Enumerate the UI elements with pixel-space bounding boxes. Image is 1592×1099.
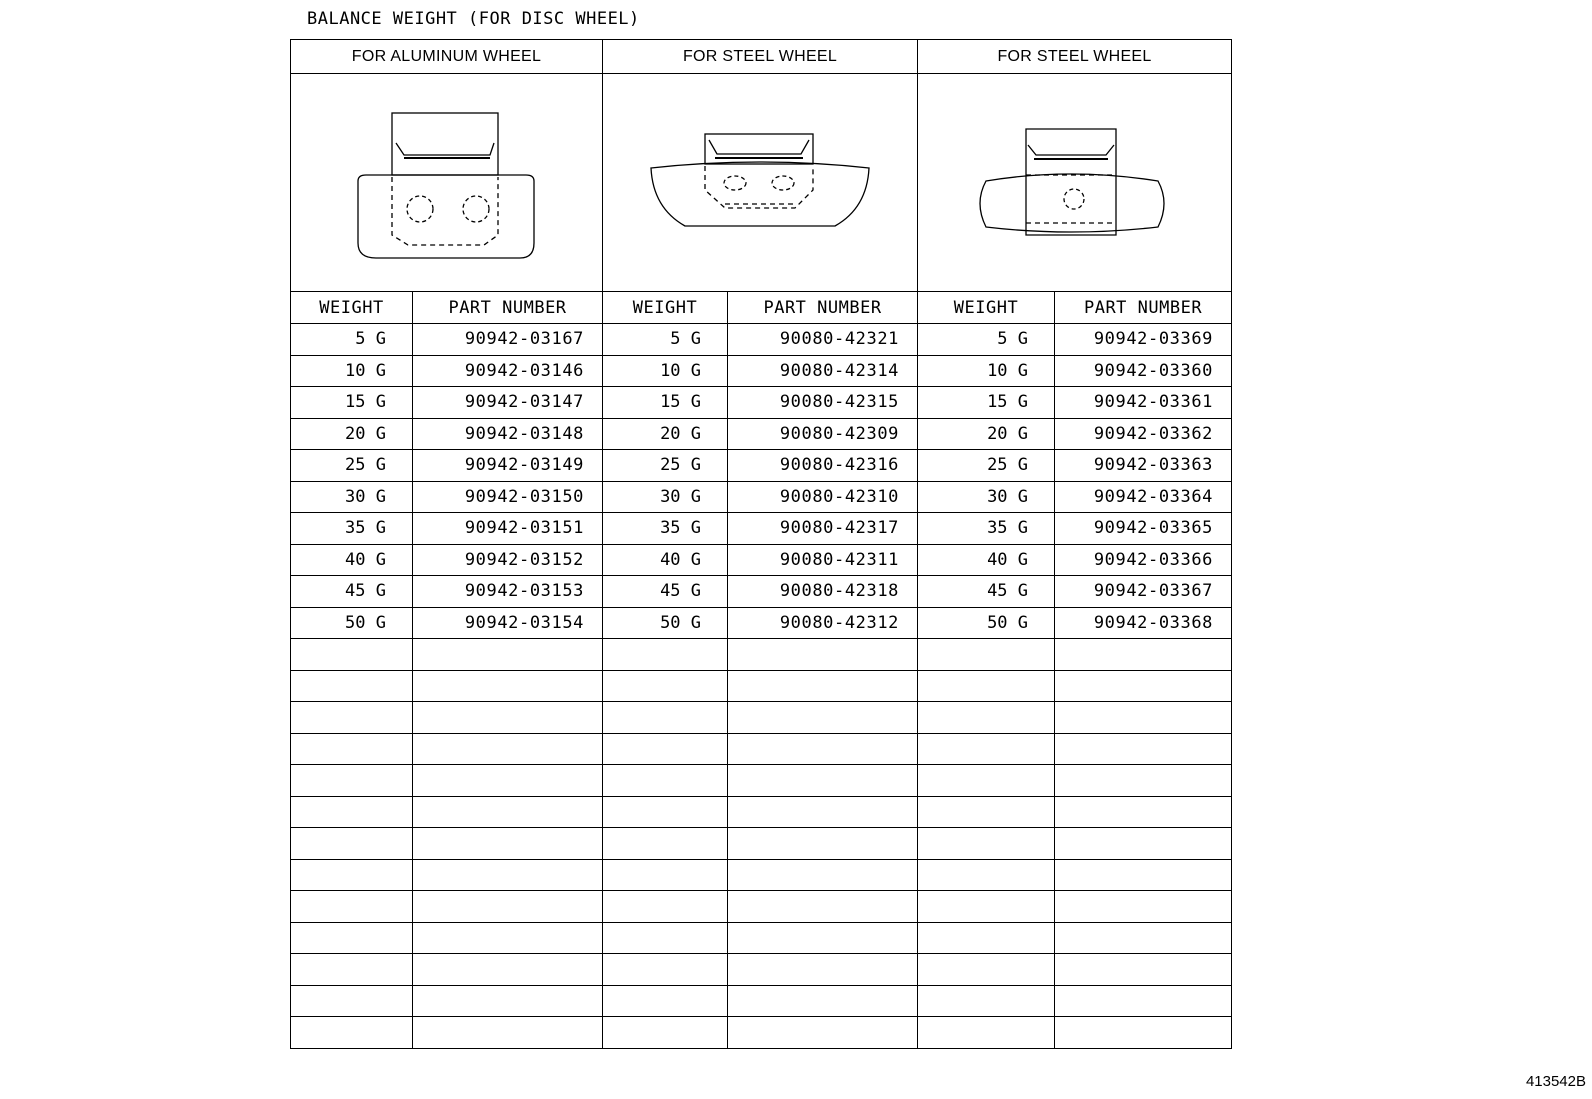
weight-cell: 5 G: [291, 324, 413, 356]
part-number-cell: 90942-03147: [413, 387, 603, 419]
weight-cell: 50 G: [918, 607, 1055, 639]
empty-cell: [291, 859, 413, 891]
empty-cell: [1055, 859, 1232, 891]
empty-cell: [291, 670, 413, 702]
figure-id: 413542B: [1525, 1073, 1586, 1090]
empty-cell: [413, 733, 603, 765]
column-header-weight: WEIGHT: [291, 292, 413, 324]
empty-cell: [1055, 702, 1232, 734]
empty-cell: [1055, 765, 1232, 797]
empty-cell: [918, 859, 1055, 891]
empty-row: [291, 733, 1232, 765]
section-heading-steel-1: FOR STEEL WHEEL: [603, 40, 918, 74]
weight-cell: 30 G: [918, 481, 1055, 513]
part-number-cell: 90942-03367: [1055, 576, 1232, 608]
table-row: [291, 607, 1232, 639]
empty-cell: [728, 859, 918, 891]
weight-cell: 20 G: [291, 418, 413, 450]
weight-cell: 45 G: [603, 576, 728, 608]
empty-cell: [918, 954, 1055, 986]
empty-cell: [413, 954, 603, 986]
part-number-cell: 90942-03368: [1055, 607, 1232, 639]
column-header-weight: WEIGHT: [918, 292, 1055, 324]
empty-cell: [413, 985, 603, 1017]
balance-weight-table: [290, 39, 1232, 1049]
empty-cell: [918, 702, 1055, 734]
section-heading-aluminum: FOR ALUMINUM WHEEL: [291, 40, 603, 74]
empty-cell: [1055, 733, 1232, 765]
empty-cell: [728, 765, 918, 797]
empty-cell: [603, 859, 728, 891]
table-row: [291, 576, 1232, 608]
empty-cell: [603, 954, 728, 986]
part-number-cell: 90080-42315: [728, 387, 918, 419]
empty-cell: [603, 1017, 728, 1049]
empty-cell: [413, 702, 603, 734]
empty-cell: [291, 891, 413, 923]
part-number-cell: 90080-42321: [728, 324, 918, 356]
empty-cell: [1055, 639, 1232, 671]
empty-cell: [413, 828, 603, 860]
weight-cell: 15 G: [291, 387, 413, 419]
column-header-part-number: PART NUMBER: [413, 292, 603, 324]
empty-cell: [603, 796, 728, 828]
empty-cell: [728, 670, 918, 702]
part-number-cell: 90942-03148: [413, 418, 603, 450]
weight-cell: 5 G: [918, 324, 1055, 356]
illustration-cell-steel-2: [918, 74, 1232, 292]
empty-row: [291, 670, 1232, 702]
empty-cell: [603, 828, 728, 860]
part-number-cell: 90942-03154: [413, 607, 603, 639]
column-header-part-number: PART NUMBER: [728, 292, 918, 324]
steel-clip-weight-two-holes-icon: [645, 128, 875, 238]
illustration-cell-steel-1: [603, 74, 918, 292]
empty-row: [291, 859, 1232, 891]
table-body: [291, 324, 1232, 1049]
empty-cell: [728, 922, 918, 954]
part-number-cell: 90080-42309: [728, 418, 918, 450]
empty-row: [291, 985, 1232, 1017]
empty-cell: [918, 765, 1055, 797]
weight-cell: 5 G: [603, 324, 728, 356]
empty-cell: [291, 828, 413, 860]
empty-cell: [728, 891, 918, 923]
weight-cell: 30 G: [603, 481, 728, 513]
empty-cell: [291, 796, 413, 828]
empty-cell: [603, 891, 728, 923]
empty-cell: [603, 702, 728, 734]
weight-cell: 35 G: [291, 513, 413, 545]
empty-cell: [603, 922, 728, 954]
aluminum-clip-weight-icon: [352, 103, 542, 263]
part-number-cell: 90942-03149: [413, 450, 603, 482]
empty-cell: [1055, 828, 1232, 860]
empty-cell: [413, 670, 603, 702]
part-number-cell: 90942-03151: [413, 513, 603, 545]
empty-row: [291, 796, 1232, 828]
empty-cell: [413, 859, 603, 891]
empty-cell: [918, 828, 1055, 860]
empty-cell: [918, 670, 1055, 702]
weight-cell: 40 G: [918, 544, 1055, 576]
part-number-cell: 90080-42311: [728, 544, 918, 576]
empty-cell: [728, 702, 918, 734]
empty-cell: [291, 702, 413, 734]
empty-cell: [291, 639, 413, 671]
part-number-cell: 90942-03150: [413, 481, 603, 513]
empty-row: [291, 891, 1232, 923]
empty-cell: [413, 1017, 603, 1049]
empty-cell: [918, 639, 1055, 671]
part-number-cell: 90942-03366: [1055, 544, 1232, 576]
weight-cell: 15 G: [603, 387, 728, 419]
part-number-cell: 90942-03146: [413, 355, 603, 387]
empty-cell: [291, 985, 413, 1017]
weight-cell: 40 G: [291, 544, 413, 576]
weight-cell: 20 G: [603, 418, 728, 450]
empty-cell: [603, 670, 728, 702]
part-number-cell: 90942-03361: [1055, 387, 1232, 419]
part-number-cell: 90942-03365: [1055, 513, 1232, 545]
empty-row: [291, 702, 1232, 734]
part-number-cell: 90080-42314: [728, 355, 918, 387]
empty-cell: [918, 922, 1055, 954]
empty-cell: [291, 733, 413, 765]
empty-cell: [1055, 891, 1232, 923]
weight-cell: 50 G: [291, 607, 413, 639]
empty-cell: [413, 922, 603, 954]
part-number-cell: 90942-03167: [413, 324, 603, 356]
empty-row: [291, 954, 1232, 986]
empty-row: [291, 1017, 1232, 1049]
weight-cell: 30 G: [291, 481, 413, 513]
empty-cell: [918, 1017, 1055, 1049]
empty-row: [291, 639, 1232, 671]
empty-cell: [413, 639, 603, 671]
empty-cell: [1055, 1017, 1232, 1049]
table-row: [291, 387, 1232, 419]
empty-cell: [918, 891, 1055, 923]
empty-row: [291, 922, 1232, 954]
empty-cell: [413, 796, 603, 828]
empty-cell: [728, 985, 918, 1017]
weight-cell: 35 G: [603, 513, 728, 545]
part-number-cell: 90080-42316: [728, 450, 918, 482]
empty-cell: [413, 891, 603, 923]
empty-cell: [1055, 670, 1232, 702]
part-number-cell: 90942-03364: [1055, 481, 1232, 513]
part-number-cell: 90080-42318: [728, 576, 918, 608]
empty-cell: [918, 985, 1055, 1017]
table-row: [291, 513, 1232, 545]
weight-cell: 10 G: [291, 355, 413, 387]
empty-cell: [291, 1017, 413, 1049]
weight-cell: 25 G: [603, 450, 728, 482]
weight-cell: 10 G: [918, 355, 1055, 387]
empty-cell: [1055, 922, 1232, 954]
empty-cell: [728, 639, 918, 671]
empty-cell: [1055, 796, 1232, 828]
empty-cell: [728, 1017, 918, 1049]
weight-cell: 20 G: [918, 418, 1055, 450]
weight-cell: 25 G: [291, 450, 413, 482]
steel-clip-weight-one-hole-icon: [970, 123, 1180, 243]
empty-row: [291, 765, 1232, 797]
empty-cell: [728, 733, 918, 765]
section-heading-steel-2: FOR STEEL WHEEL: [918, 40, 1232, 74]
part-number-cell: 90080-42312: [728, 607, 918, 639]
part-number-cell: 90080-42317: [728, 513, 918, 545]
weight-cell: 45 G: [291, 576, 413, 608]
empty-cell: [603, 985, 728, 1017]
weight-cell: 15 G: [918, 387, 1055, 419]
empty-cell: [413, 765, 603, 797]
weight-cell: 45 G: [918, 576, 1055, 608]
part-number-cell: 90942-03363: [1055, 450, 1232, 482]
part-number-cell: 90942-03369: [1055, 324, 1232, 356]
empty-cell: [918, 796, 1055, 828]
empty-cell: [291, 922, 413, 954]
empty-row: [291, 828, 1232, 860]
table-row: [291, 418, 1232, 450]
empty-cell: [918, 733, 1055, 765]
empty-cell: [728, 796, 918, 828]
column-header-part-number: PART NUMBER: [1055, 292, 1232, 324]
illustration-cell-aluminum: [291, 74, 603, 292]
table-row: [291, 544, 1232, 576]
part-number-cell: 90942-03360: [1055, 355, 1232, 387]
page-title: BALANCE WEIGHT (FOR DISC WHEEL): [307, 9, 640, 29]
empty-cell: [603, 765, 728, 797]
table-row: [291, 450, 1232, 482]
weight-cell: 25 G: [918, 450, 1055, 482]
weight-cell: 10 G: [603, 355, 728, 387]
empty-cell: [1055, 954, 1232, 986]
table-row: [291, 324, 1232, 356]
empty-cell: [728, 828, 918, 860]
table-row: [291, 481, 1232, 513]
empty-cell: [728, 954, 918, 986]
empty-cell: [291, 765, 413, 797]
weight-cell: 50 G: [603, 607, 728, 639]
weight-cell: 40 G: [603, 544, 728, 576]
column-header-weight: WEIGHT: [603, 292, 728, 324]
part-number-cell: 90942-03153: [413, 576, 603, 608]
table-row: [291, 355, 1232, 387]
part-number-cell: 90942-03152: [413, 544, 603, 576]
part-number-cell: 90942-03362: [1055, 418, 1232, 450]
part-number-cell: 90080-42310: [728, 481, 918, 513]
weight-cell: 35 G: [918, 513, 1055, 545]
empty-cell: [603, 733, 728, 765]
empty-cell: [291, 954, 413, 986]
empty-cell: [1055, 985, 1232, 1017]
empty-cell: [603, 639, 728, 671]
